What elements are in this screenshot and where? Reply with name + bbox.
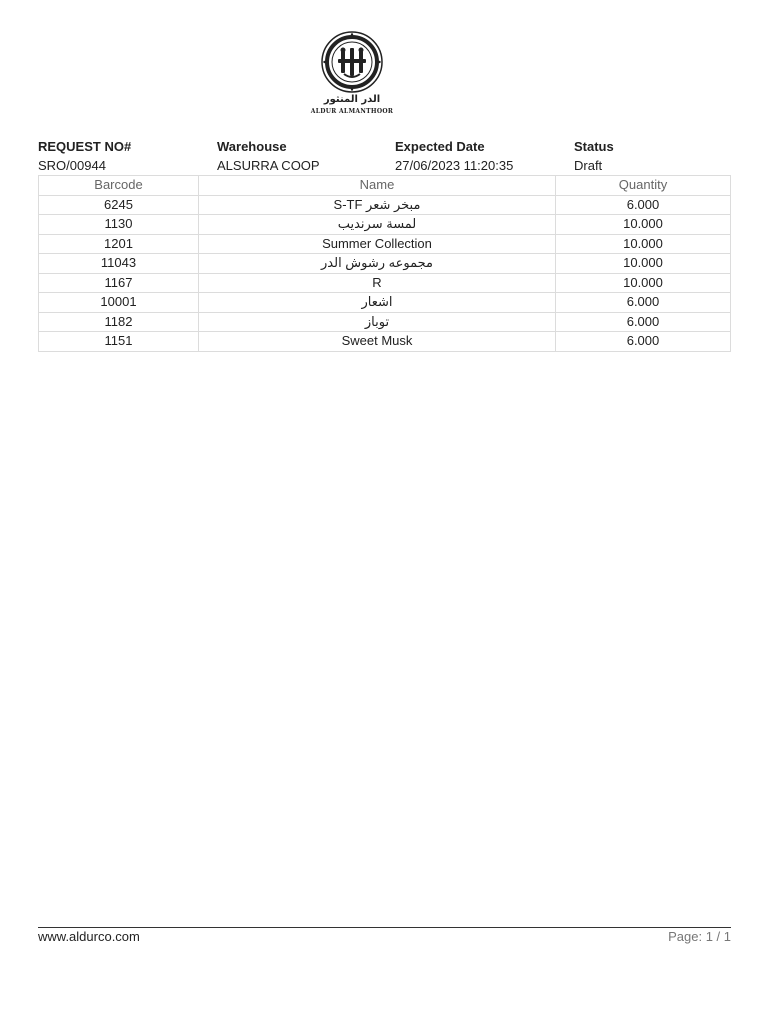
- name-cell: S-TF مبخر شعر: [199, 195, 556, 215]
- name-cell: مجموعه رشوش الدر: [199, 254, 556, 274]
- status-value: Draft: [574, 158, 603, 173]
- name-cell: توباز: [199, 312, 556, 332]
- warehouse-value: ALSURRA COOP: [217, 158, 320, 173]
- warehouse-block: [217, 138, 320, 176]
- quantity-cell: 10.000: [556, 254, 731, 274]
- barcode-cell: 1182: [39, 312, 199, 332]
- footer-divider: [38, 927, 731, 928]
- expected-date-value: 27/06/2023 11:20:35: [395, 158, 514, 173]
- table-row: [39, 195, 731, 215]
- barcode-cell: 6245: [39, 195, 199, 215]
- expected-date-block: [395, 138, 513, 176]
- footer-website: www.aldurco.com: [38, 929, 140, 944]
- name-cell: لمسة سرنديب: [199, 215, 556, 235]
- column-header-name: Name: [199, 176, 556, 196]
- barcode-cell: 11043: [39, 254, 199, 274]
- barcode-cell: 10001: [39, 293, 199, 313]
- expected-date-label: Expected Date: [395, 139, 485, 154]
- request-number-value: SRO/00944: [38, 158, 106, 173]
- quantity-cell: 10.000: [556, 273, 731, 293]
- barcode-cell: 1130: [39, 215, 199, 235]
- quantity-cell: 10.000: [556, 215, 731, 235]
- quantity-cell: 6.000: [556, 332, 731, 352]
- logo-arabic-name: الدر المنثور: [323, 94, 381, 105]
- name-cell: R: [199, 273, 556, 293]
- quantity-cell: 6.000: [556, 293, 731, 313]
- table-row: [39, 215, 731, 235]
- quantity-cell: 10.000: [556, 234, 731, 254]
- product-lines-table: [38, 175, 731, 352]
- column-header-barcode: Barcode: [39, 176, 199, 196]
- logo-english-name: ALDUR ALMANTHOOR: [310, 108, 394, 115]
- company-logo: [310, 30, 394, 120]
- barcode-cell: 1151: [39, 332, 199, 352]
- status-block: [574, 138, 614, 176]
- status-label: Status: [574, 139, 614, 154]
- warehouse-label: Warehouse: [217, 139, 287, 154]
- table-row: [39, 273, 731, 293]
- request-number-label: REQUEST NO#: [38, 139, 132, 154]
- quantity-cell: 6.000: [556, 195, 731, 215]
- footer-page-number: Page: 1 / 1: [668, 929, 731, 944]
- barcode-cell: 1167: [39, 273, 199, 293]
- table-row: [39, 293, 731, 313]
- table-row: [39, 234, 731, 254]
- table-row: [39, 312, 731, 332]
- table-header-row: [39, 176, 731, 196]
- table-row: [39, 254, 731, 274]
- quantity-cell: 6.000: [556, 312, 731, 332]
- name-cell: Sweet Musk: [199, 332, 556, 352]
- barcode-cell: 1201: [39, 234, 199, 254]
- company-seal-icon: [310, 30, 394, 94]
- table-row: [39, 332, 731, 352]
- request-number-block: [38, 138, 131, 176]
- name-cell: Summer Collection: [199, 234, 556, 254]
- name-cell: اشعار: [199, 293, 556, 313]
- column-header-quantity: Quantity: [556, 176, 731, 196]
